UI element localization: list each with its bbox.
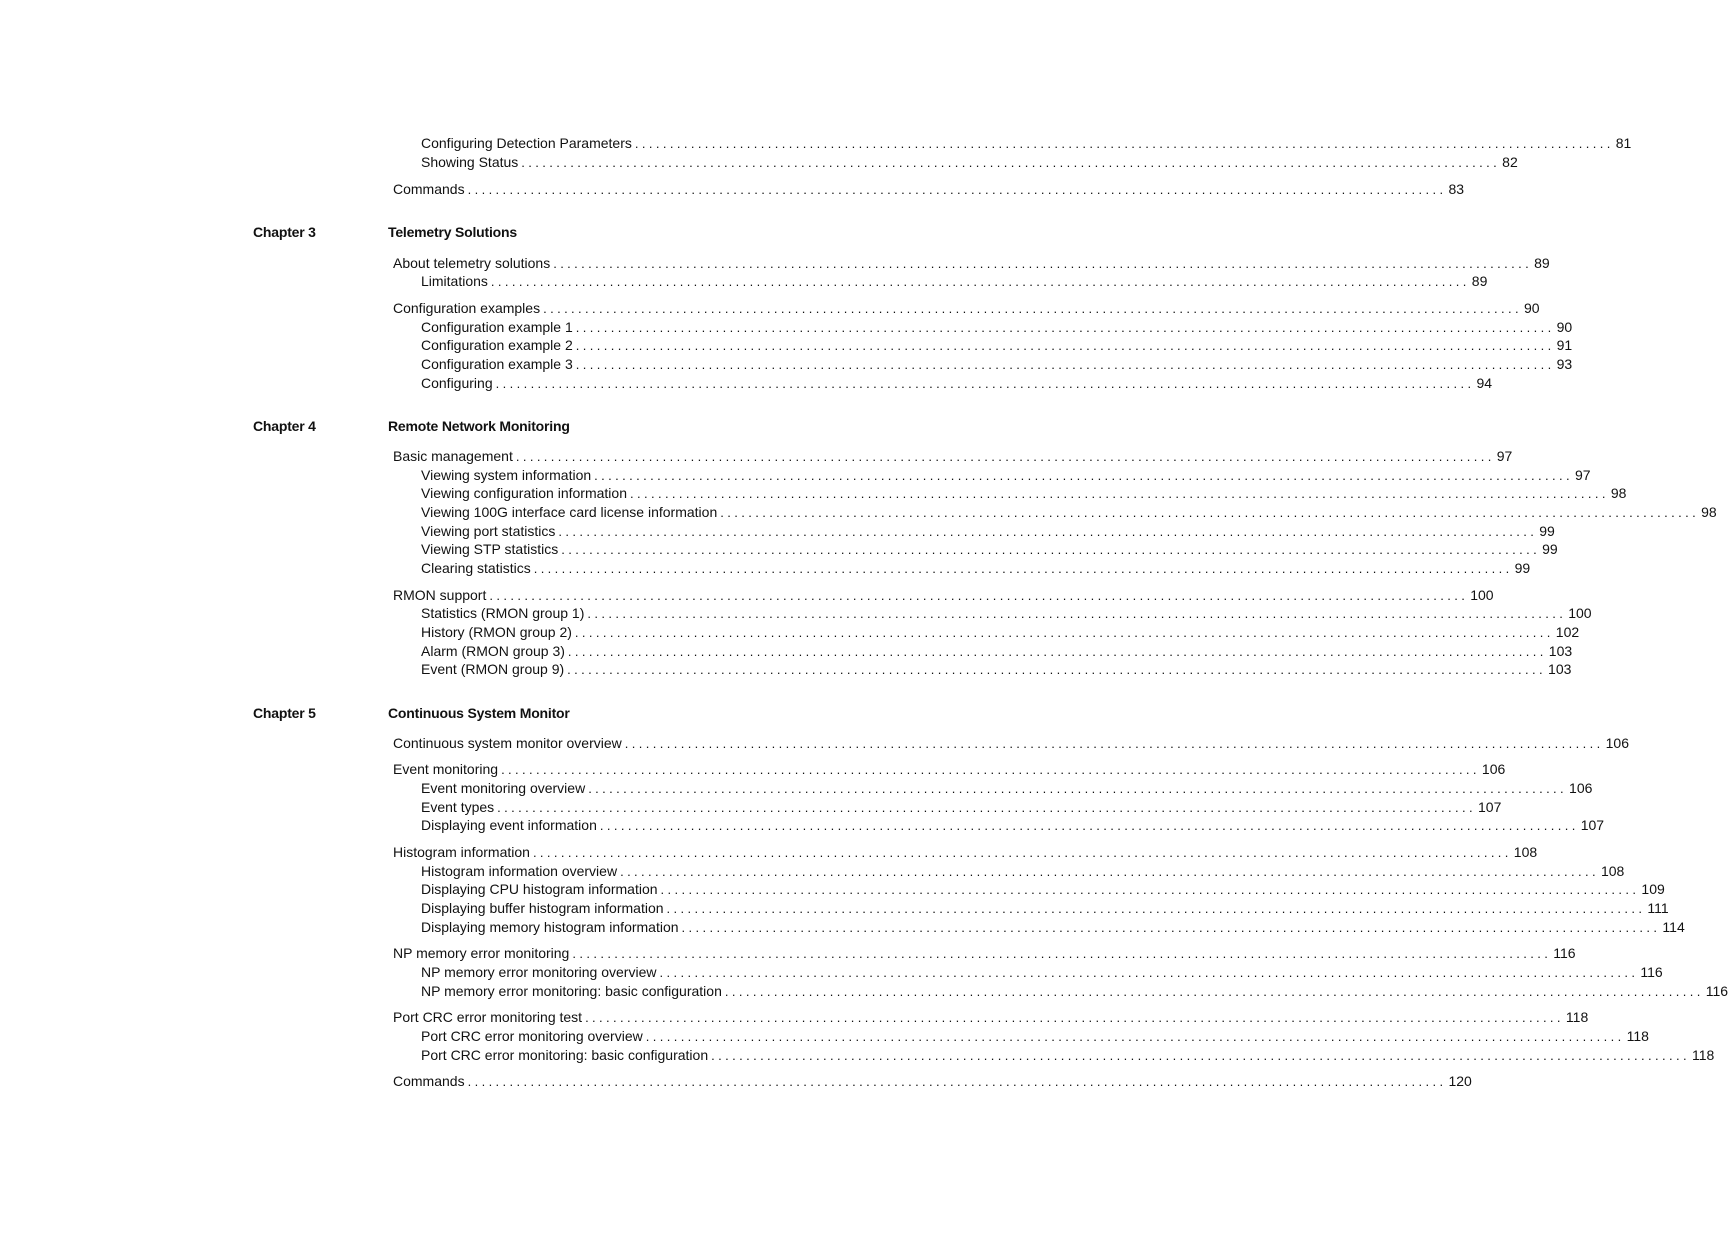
toc-entry-page: 114 <box>1662 919 1685 935</box>
toc-entry-page: 97 <box>1575 467 1591 483</box>
dot-leader: ............................................................................................................................................ <box>533 561 1513 576</box>
toc-entry-title: Continuous system monitor overview <box>393 735 622 751</box>
toc-entry[interactable] <box>393 1072 1472 1090</box>
toc-entry-page: 106 <box>1605 735 1629 751</box>
toc-entry-title: NP memory error monitoring overview <box>421 964 657 980</box>
toc-entry-page: 93 <box>1556 356 1573 372</box>
toc-entry-page: 108 <box>1513 844 1538 860</box>
toc-entry-title: Event types <box>421 799 495 815</box>
toc-entry-title: Histogram information overview <box>421 863 618 879</box>
toc-entry-title: Configuration examples <box>393 300 541 316</box>
toc-entry[interactable] <box>393 586 1494 604</box>
toc-entry[interactable] <box>393 254 1550 272</box>
toc-entry-page: 94 <box>1476 375 1493 391</box>
dot-leader: ............................................................................................................................................ <box>575 357 1555 372</box>
toc-entry[interactable] <box>421 880 1665 898</box>
toc-entry[interactable] <box>421 522 1555 540</box>
toc-entry[interactable] <box>421 779 1593 797</box>
toc-entry-page: 111 <box>1647 900 1669 916</box>
dot-leader: ............................................................................................................................................ <box>467 182 1447 197</box>
toc-entry[interactable] <box>421 503 1717 521</box>
toc-entry[interactable] <box>421 336 1573 354</box>
toc-entry-title: Configuring <box>421 375 493 391</box>
toc-entry[interactable] <box>393 944 1576 962</box>
toc-entry-title: NP memory error monitoring <box>393 945 570 961</box>
dot-leader: ............................................................................................................................................ <box>588 781 1568 796</box>
toc-entry[interactable] <box>421 318 1573 336</box>
toc-entry-title: Configuring Detection Parameters <box>421 135 632 151</box>
toc-entry-page: 118 <box>1691 1047 1715 1063</box>
toc-entry[interactable] <box>421 982 1728 1000</box>
toc-entry-title: Showing Status <box>421 154 519 170</box>
toc-entry-page: 107 <box>1478 799 1502 815</box>
toc-entry-title: About telemetry solutions <box>393 255 551 271</box>
dot-leader: ............................................................................................................................................ <box>567 644 1547 659</box>
dot-leader: ............................................................................................................................................ <box>558 524 1538 539</box>
dot-leader: ............................................................................................................................................ <box>532 845 1512 860</box>
toc-entry[interactable] <box>421 899 1669 917</box>
toc-entry-page: 99 <box>1542 541 1558 557</box>
dot-leader: ............................................................................................................................................ <box>666 901 1646 916</box>
dot-leader: ............................................................................................................................................ <box>467 1074 1447 1089</box>
toc-entry-title: Configuration example 2 <box>421 337 573 353</box>
toc-entry[interactable] <box>421 1046 1715 1064</box>
toc-entry[interactable] <box>421 660 1572 678</box>
toc-entry[interactable] <box>421 642 1573 660</box>
toc-entry[interactable] <box>421 484 1627 502</box>
dot-leader: ............................................................................................................................................ <box>659 965 1639 980</box>
toc-entry[interactable] <box>421 963 1663 981</box>
dot-leader: ............................................................................................................................................ <box>543 301 1522 316</box>
dot-leader: ............................................................................................................................................ <box>634 136 1614 151</box>
dot-leader: ............................................................................................................................................ <box>495 376 1475 391</box>
toc-entry-title: Viewing configuration information <box>421 485 627 501</box>
dot-leader: ............................................................................................................................................ <box>561 542 1541 557</box>
toc-entry[interactable] <box>393 734 1629 752</box>
dot-leader: ............................................................................................................................................ <box>490 274 1470 289</box>
toc-entry-page: 116 <box>1640 964 1663 980</box>
toc-entry-title: Displaying event information <box>421 817 597 833</box>
toc-entry[interactable] <box>421 153 1518 171</box>
dot-leader: ............................................................................................................................................ <box>711 1048 1690 1063</box>
dot-leader: ............................................................................................................................................ <box>594 468 1574 483</box>
dot-leader: ............................................................................................................................................ <box>501 762 1480 777</box>
toc-entry-page: 98 <box>1610 485 1627 501</box>
toc-entry-page: 103 <box>1548 643 1573 659</box>
toc-entry-page: 106 <box>1481 761 1506 777</box>
toc-entry-page: 120 <box>1448 1073 1472 1089</box>
toc-entry[interactable] <box>421 374 1493 392</box>
toc-entry-title: NP memory error monitoring: basic configuration <box>421 983 722 999</box>
dot-leader: ............................................................................................................................................ <box>629 486 1609 501</box>
toc-entry-page: 108 <box>1600 863 1625 879</box>
dot-leader: ............................................................................................................................................ <box>567 662 1547 677</box>
dot-leader: ............................................................................................................................................ <box>575 338 1555 353</box>
dot-leader: ............................................................................................................................................ <box>599 818 1579 833</box>
toc-entry-page: 106 <box>1569 780 1593 796</box>
toc-entry[interactable] <box>393 843 1538 861</box>
dot-leader: ............................................................................................................................................ <box>724 984 1704 999</box>
toc-entry[interactable] <box>421 559 1531 577</box>
dot-leader: ............................................................................................................................................ <box>572 946 1552 961</box>
toc-entry-title: Port CRC error monitoring overview <box>421 1028 643 1044</box>
dot-leader: ............................................................................................................................................ <box>720 505 1700 520</box>
toc-entry-title: Port CRC error monitoring: basic configuration <box>421 1047 709 1063</box>
toc-entry-title: RMON support <box>393 587 487 603</box>
chapter-label: Chapter 4 <box>253 418 316 434</box>
toc-entry-title: Viewing system information <box>421 467 592 483</box>
toc-entry-page: 118 <box>1565 1009 1589 1025</box>
toc-entry-title: Commands <box>393 1073 465 1089</box>
toc-entry-page: 97 <box>1496 448 1513 464</box>
toc-entry-page: 100 <box>1470 587 1494 603</box>
toc-entry-page: 90 <box>1523 300 1540 316</box>
toc-entry-page: 90 <box>1556 319 1573 335</box>
toc-entry[interactable] <box>393 447 1513 465</box>
toc-entry[interactable] <box>421 816 1605 834</box>
toc-entry[interactable] <box>393 760 1506 778</box>
toc-entry[interactable] <box>421 272 1488 290</box>
dot-leader: ............................................................................................................................................ <box>521 155 1501 170</box>
chapter-label: Chapter 3 <box>253 224 316 240</box>
dot-leader: ............................................................................................................................................ <box>497 800 1477 815</box>
toc-entry-title: Displaying buffer histogram information <box>421 900 664 916</box>
dot-leader: ............................................................................................................................................ <box>587 606 1567 621</box>
toc-entry-title: Clearing statistics <box>421 560 531 576</box>
toc-entry[interactable] <box>421 134 1632 152</box>
toc-entry-title: Histogram information <box>393 844 530 860</box>
toc-entry-page: 118 <box>1626 1028 1649 1044</box>
toc-entry[interactable] <box>421 623 1580 641</box>
toc-entry-page: 89 <box>1534 255 1550 271</box>
toc-entry-page: 99 <box>1514 560 1531 576</box>
toc-entry-page: 116 <box>1553 945 1576 961</box>
toc-entry-page: 100 <box>1568 605 1592 621</box>
toc-entry-page: 99 <box>1539 523 1555 539</box>
chapter-title[interactable]: Remote Network Monitoring <box>388 418 570 434</box>
toc-entry-title: Displaying memory histogram information <box>421 919 679 935</box>
toc-entry-title: Event monitoring overview <box>421 780 586 796</box>
toc-entry-page: 91 <box>1556 337 1573 353</box>
toc-entry-title: Configuration example 3 <box>421 356 573 372</box>
toc-entry[interactable] <box>421 466 1591 484</box>
toc-entry-page: 98 <box>1701 504 1717 520</box>
toc-entry-title: Viewing 100G interface card license information <box>421 504 718 520</box>
toc-entry-page: 103 <box>1548 661 1572 677</box>
chapter-label: Chapter 5 <box>253 705 316 721</box>
chapter-title[interactable]: Telemetry Solutions <box>388 224 517 240</box>
toc-entry-title: Viewing STP statistics <box>421 541 559 557</box>
toc-entry[interactable] <box>393 1008 1589 1026</box>
toc-entry[interactable] <box>421 862 1625 880</box>
dot-leader: ............................................................................................................................................ <box>585 1010 1564 1025</box>
toc-entry-title: Commands <box>393 181 465 197</box>
toc-entry-page: 107 <box>1580 817 1605 833</box>
toc-entry[interactable] <box>393 180 1465 198</box>
toc-entry-page: 81 <box>1615 135 1632 151</box>
toc-entry[interactable] <box>393 299 1540 317</box>
toc-entry-page: 109 <box>1641 881 1665 897</box>
dot-leader: ............................................................................................................................................ <box>645 1029 1625 1044</box>
toc-entry[interactable] <box>421 798 1502 816</box>
toc-entry-page: 116 <box>1705 983 1728 999</box>
toc-entry-title: Limitations <box>421 273 488 289</box>
toc-entry-title: Viewing port statistics <box>421 523 556 539</box>
dot-leader: ............................................................................................................................................ <box>489 588 1469 603</box>
dot-leader: ............................................................................................................................................ <box>515 449 1495 464</box>
toc-entry[interactable] <box>421 540 1558 558</box>
chapter-title[interactable]: Continuous System Monitor <box>388 705 570 721</box>
toc-entry-page: 83 <box>1448 181 1465 197</box>
toc-entry-title: Statistics (RMON group 1) <box>421 605 585 621</box>
dot-leader: ............................................................................................................................................ <box>575 320 1555 335</box>
toc-entry-page: 102 <box>1555 624 1580 640</box>
dot-leader: ............................................................................................................................................ <box>624 736 1604 751</box>
dot-leader: ............................................................................................................................................ <box>660 882 1640 897</box>
toc-entry[interactable] <box>421 1027 1649 1045</box>
toc-entry-title: History (RMON group 2) <box>421 624 572 640</box>
toc-entry-title: Port CRC error monitoring test <box>393 1009 583 1025</box>
toc-entry[interactable] <box>421 355 1573 373</box>
dot-leader: ............................................................................................................................................ <box>553 256 1533 271</box>
toc-entry-title: Configuration example 1 <box>421 319 573 335</box>
toc-entry-page: 82 <box>1502 154 1518 170</box>
toc-entry-title: Displaying CPU histogram information <box>421 881 658 897</box>
toc-entry-title: Event (RMON group 9) <box>421 661 565 677</box>
dot-leader: ............................................................................................................................................ <box>574 625 1554 640</box>
dot-leader: ............................................................................................................................................ <box>681 920 1661 935</box>
toc-entry-title: Event monitoring <box>393 761 499 777</box>
toc-entry[interactable] <box>421 918 1685 936</box>
toc-entry-page: 89 <box>1471 273 1488 289</box>
dot-leader: ............................................................................................................................................ <box>620 864 1599 879</box>
toc-entry-title: Basic management <box>393 448 513 464</box>
toc-entry[interactable] <box>421 604 1592 622</box>
toc-entry-title: Alarm (RMON group 3) <box>421 643 565 659</box>
